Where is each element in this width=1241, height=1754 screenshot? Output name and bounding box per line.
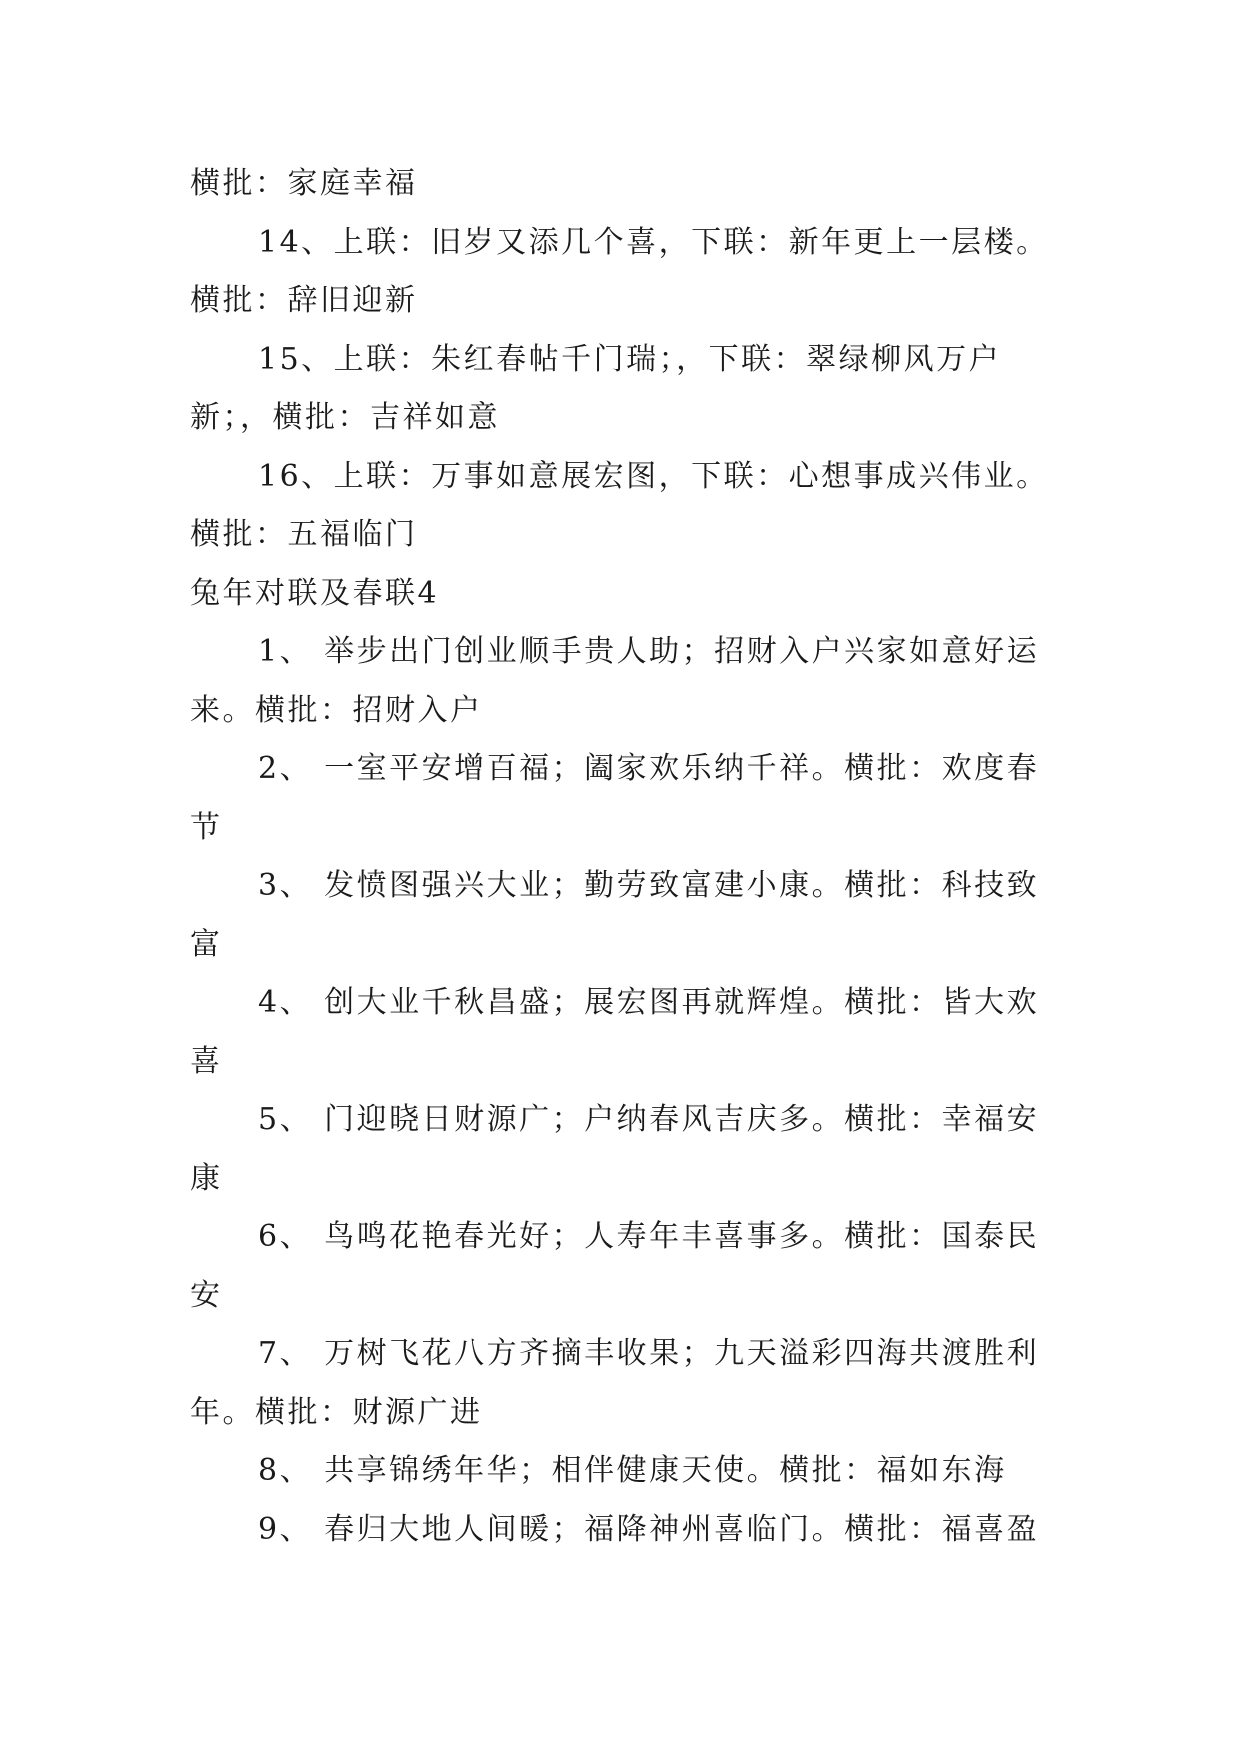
text-line: 5、 门迎晓日财源广；户纳春风吉庆多。横批：幸福安 (258, 1102, 1040, 1137)
text-line: 横批：辞旧迎新 (190, 283, 418, 318)
text-line: 来。横批：招财入户 (190, 692, 483, 728)
text-line: 2、 一室平安增百福；阖家欢乐纳千祥。横批：欢度春 (258, 751, 1040, 786)
text-line: 节 (190, 809, 223, 845)
text-line: 安 (190, 1277, 223, 1313)
text-line: 1、 举步出门创业顺手贵人助；招财入户兴家如意好运 (258, 634, 1040, 669)
text-line: 富 (190, 926, 223, 962)
text-line: 9、 春归大地人间暖；福降神州喜临门。横批：福喜盈 (258, 1511, 1040, 1547)
text-line: 新；，横批：吉祥如意 (190, 400, 500, 435)
text-line: 14、上联：旧岁又添几个喜，下联：新年更上一层楼。 (258, 224, 1049, 260)
text-line: 6、 鸟鸣花艳春光好；人寿年丰喜事多。横批：国泰民 (258, 1219, 1040, 1254)
text-line: 3、 发愤图强兴大业；勤劳致富建小康。横批：科技致 (258, 868, 1040, 903)
text-line: 喜 (190, 1043, 223, 1079)
document-page (190, 155, 1070, 1559)
text-line: 横批：家庭幸福 (190, 166, 418, 201)
text-line: 8、 共享锦绣年华；相伴健康天使。横批：福如东海 (258, 1453, 1007, 1488)
text-line: 16、上联：万事如意展宏图，下联：心想事成兴伟业。 (258, 458, 1049, 494)
text-line: 横批：五福临门 (190, 517, 418, 552)
text-line: 年。横批：财源广进 (190, 1394, 483, 1430)
section-heading: 兔年对联及春联4 (190, 575, 440, 611)
text-line: 15、上联：朱红春帖千门瑞；，下联：翠绿柳风万户 (258, 341, 1002, 377)
text-line: 4、 创大业千秋昌盛；展宏图再就辉煌。横批：皆大欢 (258, 985, 1040, 1020)
text-line: 康 (190, 1160, 223, 1196)
text-line: 7、 万树飞花八方齐摘丰收果；九天溢彩四海共渡胜利 (258, 1336, 1040, 1371)
